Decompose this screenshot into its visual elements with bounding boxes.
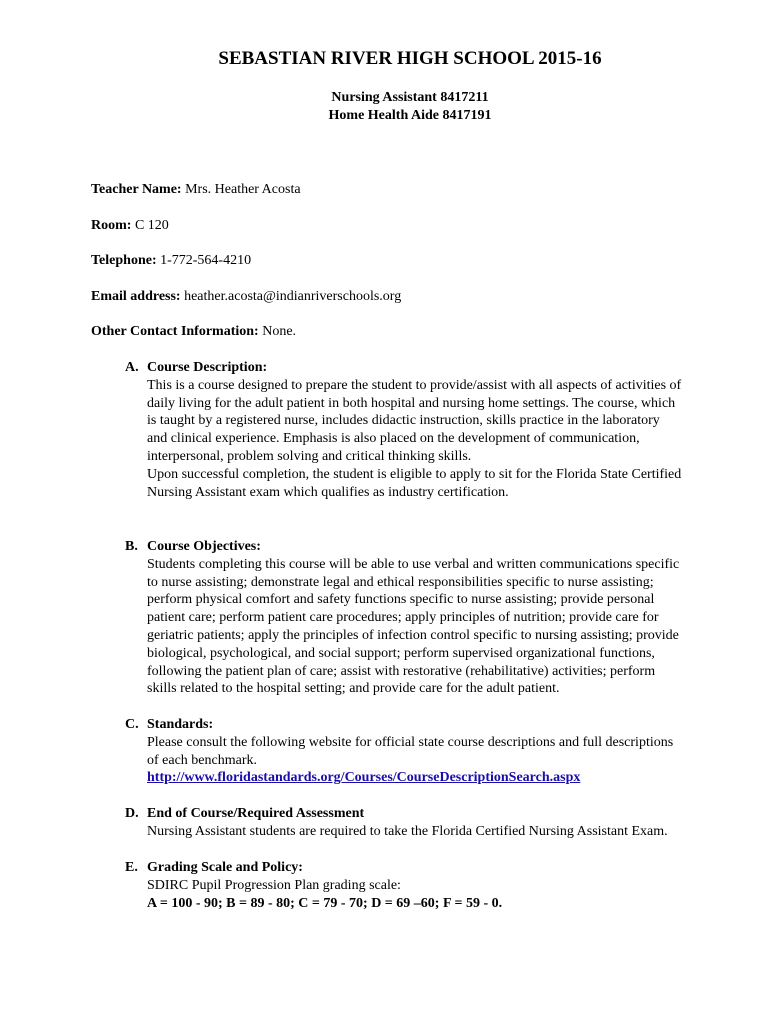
section-course-objectives xyxy=(125,538,735,698)
other-contact-label: Other Contact Information: xyxy=(91,324,259,339)
assessment-line: Nursing Assistant students are required to take the Florida Certified Nursing Assistant Exam. xyxy=(147,823,668,839)
email-field xyxy=(91,289,401,305)
telephone-field xyxy=(91,253,251,269)
description-line: Nursing Assistant exam which qualifies as industry certification. xyxy=(147,484,509,500)
section-letter: C. xyxy=(125,717,139,732)
standards-line: Please consult the following website for official state course descriptions and full descriptions xyxy=(147,734,674,750)
course-number-home-health-aide: Home Health Aide 8417191 xyxy=(328,108,492,123)
description-line: is taught by a registered nurse, includes didactic instruction, skills practice in the laboratory xyxy=(147,413,660,429)
telephone-label: Telephone: xyxy=(91,253,157,268)
grading-scale-values: A = 100 - 90; B = 89 - 80; C = 79 - 70; D = 69 –60; F = 59 - 0. xyxy=(147,895,503,911)
objectives-line: patient care; perform patient care procedures; apply principles of nutrition; provide care for xyxy=(147,610,659,626)
section-heading: Grading Scale and Policy: xyxy=(147,860,303,875)
teacher-name-field xyxy=(91,182,301,198)
page-title: SEBASTIAN RIVER HIGH SCHOOL 2015-16 xyxy=(218,48,602,69)
teacher-name-label: Teacher Name: xyxy=(91,182,182,197)
section-letter: D. xyxy=(125,806,139,821)
section-letter: E. xyxy=(125,860,138,875)
description-line: Upon successful completion, the student is eligible to apply to sit for the Florida State Certified xyxy=(147,466,682,482)
room-label: Room: xyxy=(91,218,132,233)
other-contact-field xyxy=(91,324,296,340)
standards-line: of each benchmark. xyxy=(147,752,257,768)
objectives-line: skills related to the hospital setting; and provide care for the adult patient. xyxy=(147,681,560,697)
other-contact-value: None. xyxy=(262,324,297,339)
grading-scale-intro: SDIRC Pupil Progression Plan grading scale: xyxy=(147,877,401,893)
telephone-value: 1-772-564-4210 xyxy=(160,253,252,268)
section-heading: Course Objectives: xyxy=(147,539,261,554)
description-line: interpersonal, problem solving and critical thinking skills. xyxy=(147,448,472,464)
teacher-name-value: Mrs. Heather Acosta xyxy=(185,182,301,197)
room-field xyxy=(91,218,169,234)
section-heading: Course Description: xyxy=(147,360,268,375)
section-course-description xyxy=(125,359,735,501)
objectives-line: Students completing this course will be able to use verbal and written communications specific xyxy=(147,556,680,572)
email-value: heather.acosta@indianriverschools.org xyxy=(184,289,402,304)
description-line: This is a course designed to prepare the student to provide/assist with all aspects of activities of xyxy=(147,377,682,393)
section-letter: A. xyxy=(125,360,139,375)
objectives-line: perform physical comfort and safety functions specific to nurse assisting; provide personal xyxy=(147,592,655,608)
section-letter: B. xyxy=(125,539,138,554)
description-line: and clinical experience. Emphasis is also placed on the development of communication, xyxy=(147,431,640,447)
section-heading: Standards: xyxy=(147,717,214,732)
description-line: daily living for the adult patient in both hospital and nursing home settings. The course, which xyxy=(147,395,676,411)
section-assessment xyxy=(125,805,735,841)
email-label: Email address: xyxy=(91,289,181,304)
standards-link[interactable]: http://www.floridastandards.org/Courses/CourseDescriptionSearch.aspx xyxy=(147,770,581,786)
room-value: C 120 xyxy=(134,218,169,233)
course-number-nursing-assistant: Nursing Assistant 8417211 xyxy=(331,90,489,105)
objectives-line: biological, psychological, and social support; perform supervised organizational functions, xyxy=(147,645,655,661)
objectives-line: following the patient plan of care; assist with restorative (rehabilitative) activities; perform xyxy=(147,663,656,679)
objectives-line: to nurse assisting; demonstrate legal and ethical responsibilities specific to nurse assisting; xyxy=(147,574,654,590)
section-heading: End of Course/Required Assessment xyxy=(147,806,365,821)
section-standards xyxy=(125,716,735,787)
objectives-line: geriatric patients; apply the principles of infection control specific to nursing assisting; provide xyxy=(147,627,679,643)
section-grading xyxy=(125,859,735,912)
